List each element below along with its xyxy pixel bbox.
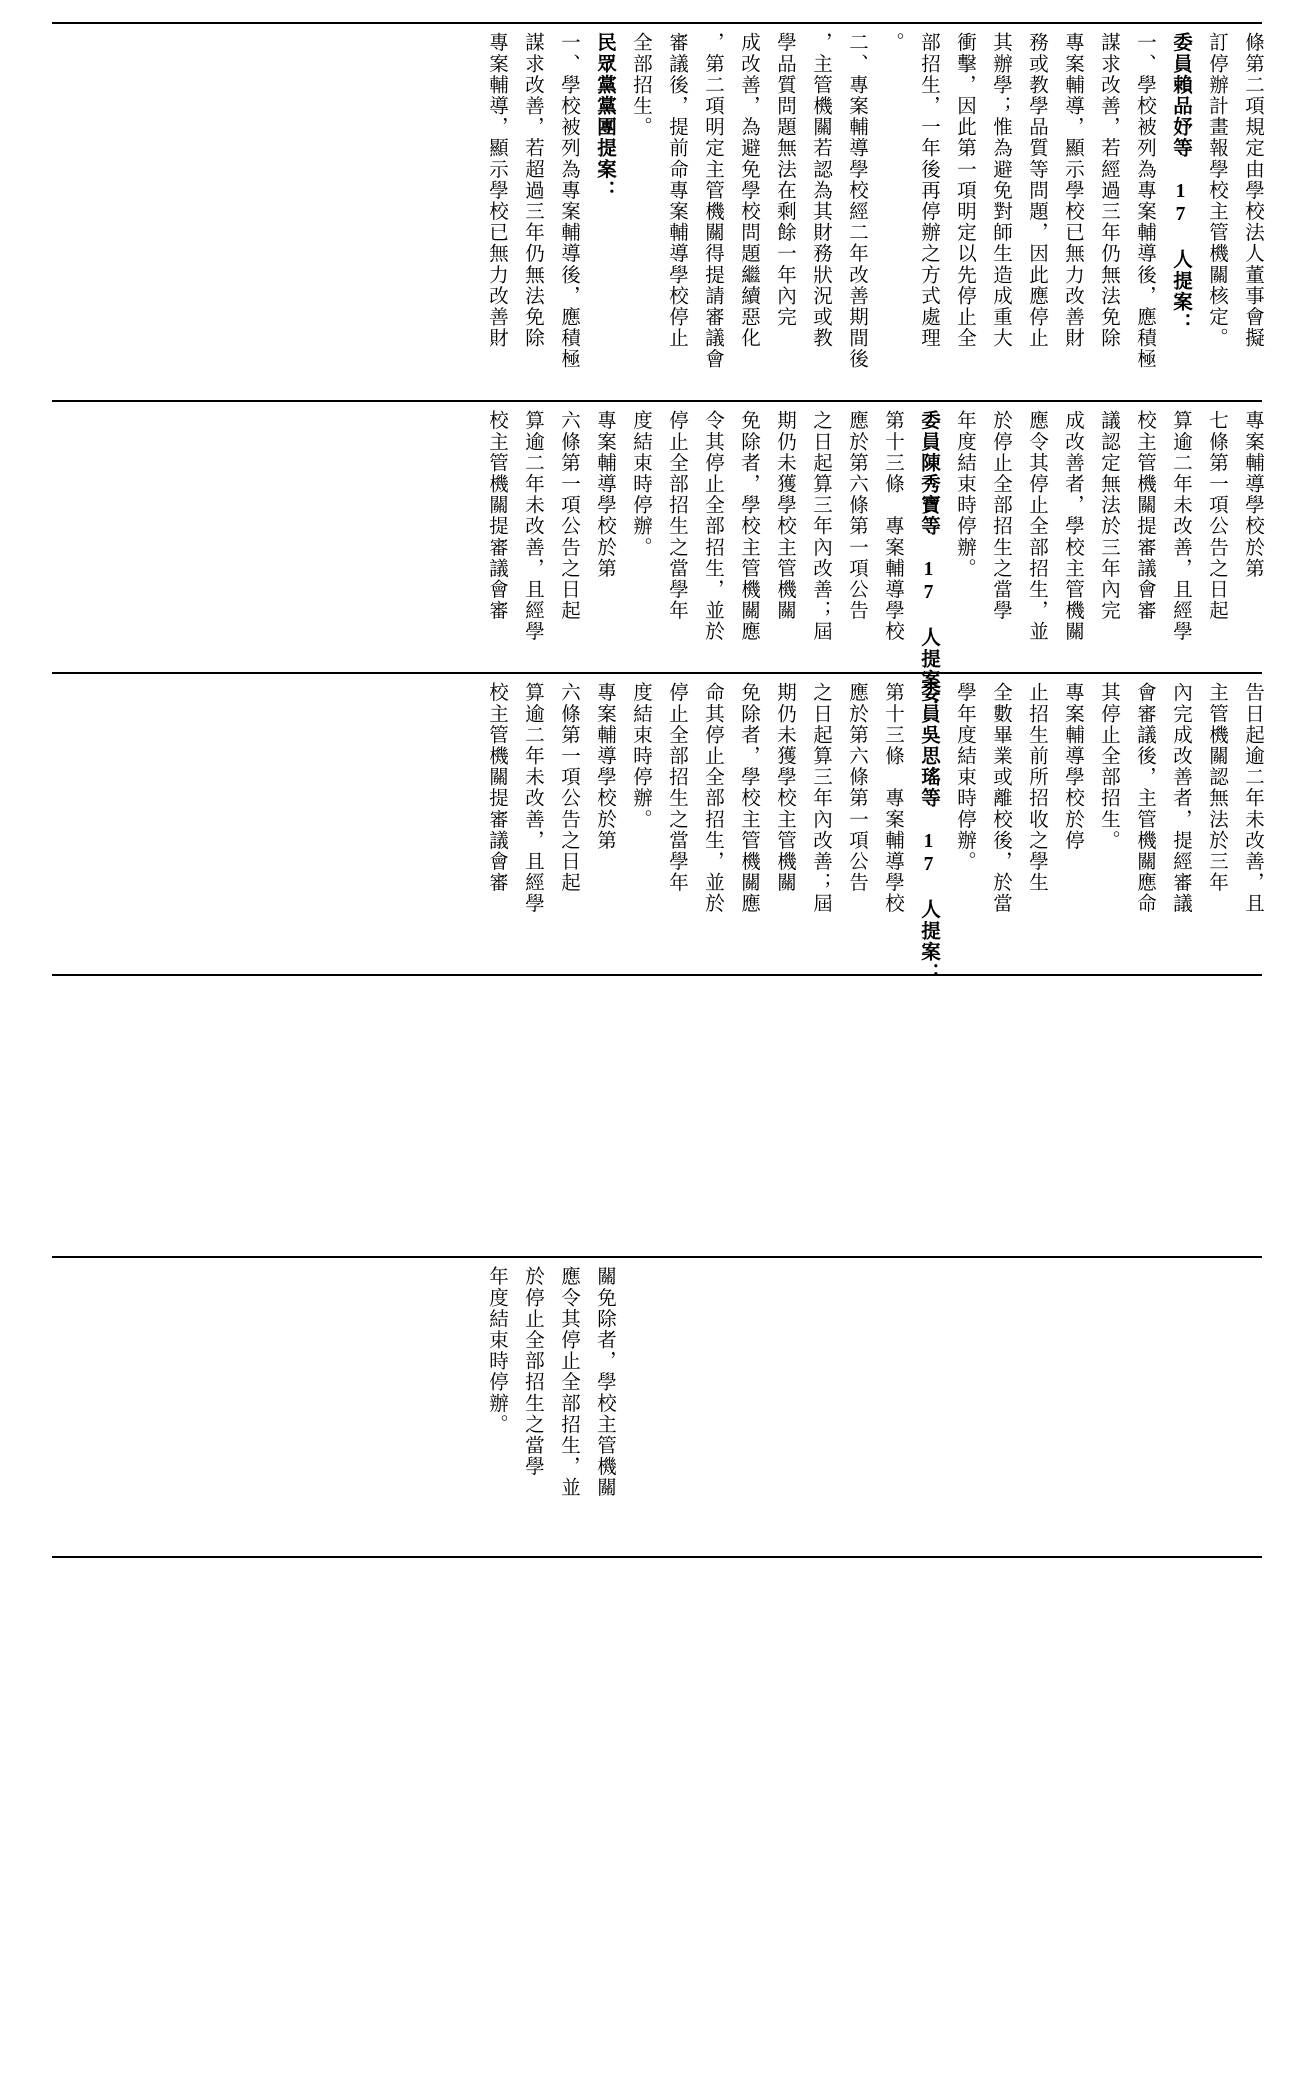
text-column: 全部招生。 bbox=[630, 32, 651, 138]
text-column: 二、專案輔導學校經二年改善期間後 bbox=[846, 32, 867, 370]
text-column: 於停止全部招生之當學 bbox=[990, 410, 1011, 621]
text-column: ，第二項明定主管機關得提請審議會 bbox=[702, 32, 723, 370]
text-column: 校主管機關提審議會審 bbox=[486, 410, 507, 621]
proposal-heading: 民眾黨黨團提案： bbox=[594, 32, 615, 201]
text-column: 停止全部招生之當學年 bbox=[666, 682, 687, 893]
text-column: 應令其停止全部招生，並 bbox=[1026, 410, 1047, 643]
band-3-columns bbox=[52, 674, 1263, 984]
text-column: 專案輔導學校於第 bbox=[1242, 410, 1263, 579]
text-column: 一、學校被列為專案輔導後，應積極 bbox=[558, 32, 579, 370]
text-column: 算逾二年未改善，且經學 bbox=[1170, 410, 1191, 643]
text-column: 專案輔導，顯示學校已無力改善財 bbox=[486, 32, 507, 349]
proposal-heading: 委員賴品妤等 17 人提案： bbox=[1170, 32, 1191, 334]
proposal-heading: 委員吳思瑤等 17 人提案： bbox=[918, 682, 939, 984]
text-column: 期仍未獲學校主管機關 bbox=[774, 410, 795, 621]
text-column: 止招生前所招收之學生 bbox=[1026, 682, 1047, 893]
text-column: 專案輔導學校於第 bbox=[594, 682, 615, 851]
text-column: ，主管機關若認為其財務狀況或教 bbox=[810, 32, 831, 349]
text-column: 訂停辦計畫報學校主管機關核定。 bbox=[1206, 32, 1227, 349]
document-band-4-empty bbox=[52, 974, 1262, 1256]
text-column: 應令其停止全部招生，並 bbox=[558, 1266, 579, 1499]
text-column: 會審議後，主管機關應命 bbox=[1134, 682, 1155, 915]
proposal-heading: 委員陳秀寶等 17 人提案： bbox=[918, 410, 939, 712]
document-band-2 bbox=[52, 400, 1263, 712]
text-column: 之日起算三年內改善；屆 bbox=[810, 682, 831, 915]
text-column: 內完成改善者，提經審議 bbox=[1170, 682, 1191, 915]
text-column: 。 bbox=[882, 32, 903, 54]
text-column: 六條第一項公告之日起 bbox=[558, 682, 579, 893]
text-column: 條第二項規定由學校法人董事會擬 bbox=[1242, 32, 1263, 349]
text-column: 謀求改善，若超過三年仍無法免除 bbox=[522, 32, 543, 349]
text-column: 主管機關認無法於三年 bbox=[1206, 682, 1227, 893]
text-column: 算逾二年未改善，且經學 bbox=[522, 682, 543, 915]
text-column: 校主管機關提審議會審 bbox=[1134, 410, 1155, 621]
text-column: 令其停止全部招生，並於 bbox=[702, 410, 723, 643]
text-column: 度結束時停辦。 bbox=[630, 682, 651, 830]
text-column: 之日起算三年內改善；屆 bbox=[810, 410, 831, 643]
text-column: 期仍未獲學校主管機關 bbox=[774, 682, 795, 893]
bottom-rule bbox=[52, 1556, 1262, 1558]
band-1-columns bbox=[52, 24, 1262, 400]
text-column: 謀求改善，若經過三年仍無法免除 bbox=[1098, 32, 1119, 349]
document-band-3 bbox=[52, 672, 1263, 984]
text-column: 審議後，提前命專案輔導學校停止 bbox=[666, 32, 687, 349]
text-column: 部招生，一年後再停辦之方式處理 bbox=[918, 32, 939, 349]
text-column: 專案輔導學校於停 bbox=[1062, 682, 1083, 851]
text-column: 其辦學；惟為避免對師生造成重大 bbox=[990, 32, 1011, 349]
text-column: 成改善，為避免學校問題繼續惡化 bbox=[738, 32, 759, 349]
text-column: 告日起逾二年未改善，且 bbox=[1242, 682, 1263, 915]
text-column: 關免除者，學校主管機關 bbox=[594, 1266, 615, 1499]
document-band-5 bbox=[52, 1256, 1262, 1518]
text-column: 第十三條 專案輔導學校 bbox=[882, 682, 903, 915]
text-column: 免除者，學校主管機關應 bbox=[738, 682, 759, 915]
text-column: 應於第六條第一項公告 bbox=[846, 682, 867, 893]
text-column: 應於第六條第一項公告 bbox=[846, 410, 867, 621]
text-column: 其停止全部招生。 bbox=[1098, 682, 1119, 851]
text-column: 第十三條 專案輔導學校 bbox=[882, 410, 903, 643]
document-band-1 bbox=[52, 22, 1262, 400]
text-column: 六條第一項公告之日起 bbox=[558, 410, 579, 621]
text-column: 專案輔導學校於第 bbox=[594, 410, 615, 579]
band-2-columns bbox=[52, 402, 1263, 712]
text-column: 學年度結束時停辦。 bbox=[954, 682, 975, 872]
text-column: 校主管機關提審議會審 bbox=[486, 682, 507, 893]
text-column: 學品質問題無法在剩餘一年內完 bbox=[774, 32, 795, 328]
text-column: 務或教學品質等問題，因此應停止 bbox=[1026, 32, 1047, 349]
text-column: 停止全部招生之當學年 bbox=[666, 410, 687, 621]
text-column: 於停止全部招生之當學 bbox=[522, 1266, 543, 1477]
text-column: 專案輔導，顯示學校已無力改善財 bbox=[1062, 32, 1083, 349]
text-column: 衝擊，因此第一項明定以先停止全 bbox=[954, 32, 975, 349]
text-column: 算逾二年未改善，且經學 bbox=[522, 410, 543, 643]
text-column: 成改善者，學校主管機關 bbox=[1062, 410, 1083, 643]
text-column: 年度結束時停辦。 bbox=[954, 410, 975, 579]
text-column: 度結束時停辦。 bbox=[630, 410, 651, 558]
band-4-columns bbox=[52, 976, 1262, 1256]
text-column: 一、學校被列為專案輔導後，應積極 bbox=[1134, 32, 1155, 370]
text-column: 議認定無法於三年內完 bbox=[1098, 410, 1119, 621]
text-column: 全數畢業或離校後，於當 bbox=[990, 682, 1011, 915]
text-column: 免除者，學校主管機關應 bbox=[738, 410, 759, 643]
text-column: 命其停止全部招生，並於 bbox=[702, 682, 723, 915]
text-column: 年度結束時停辦。 bbox=[486, 1266, 507, 1435]
band-5-columns bbox=[52, 1258, 1262, 1518]
text-column: 七條第一項公告之日起 bbox=[1206, 410, 1227, 621]
